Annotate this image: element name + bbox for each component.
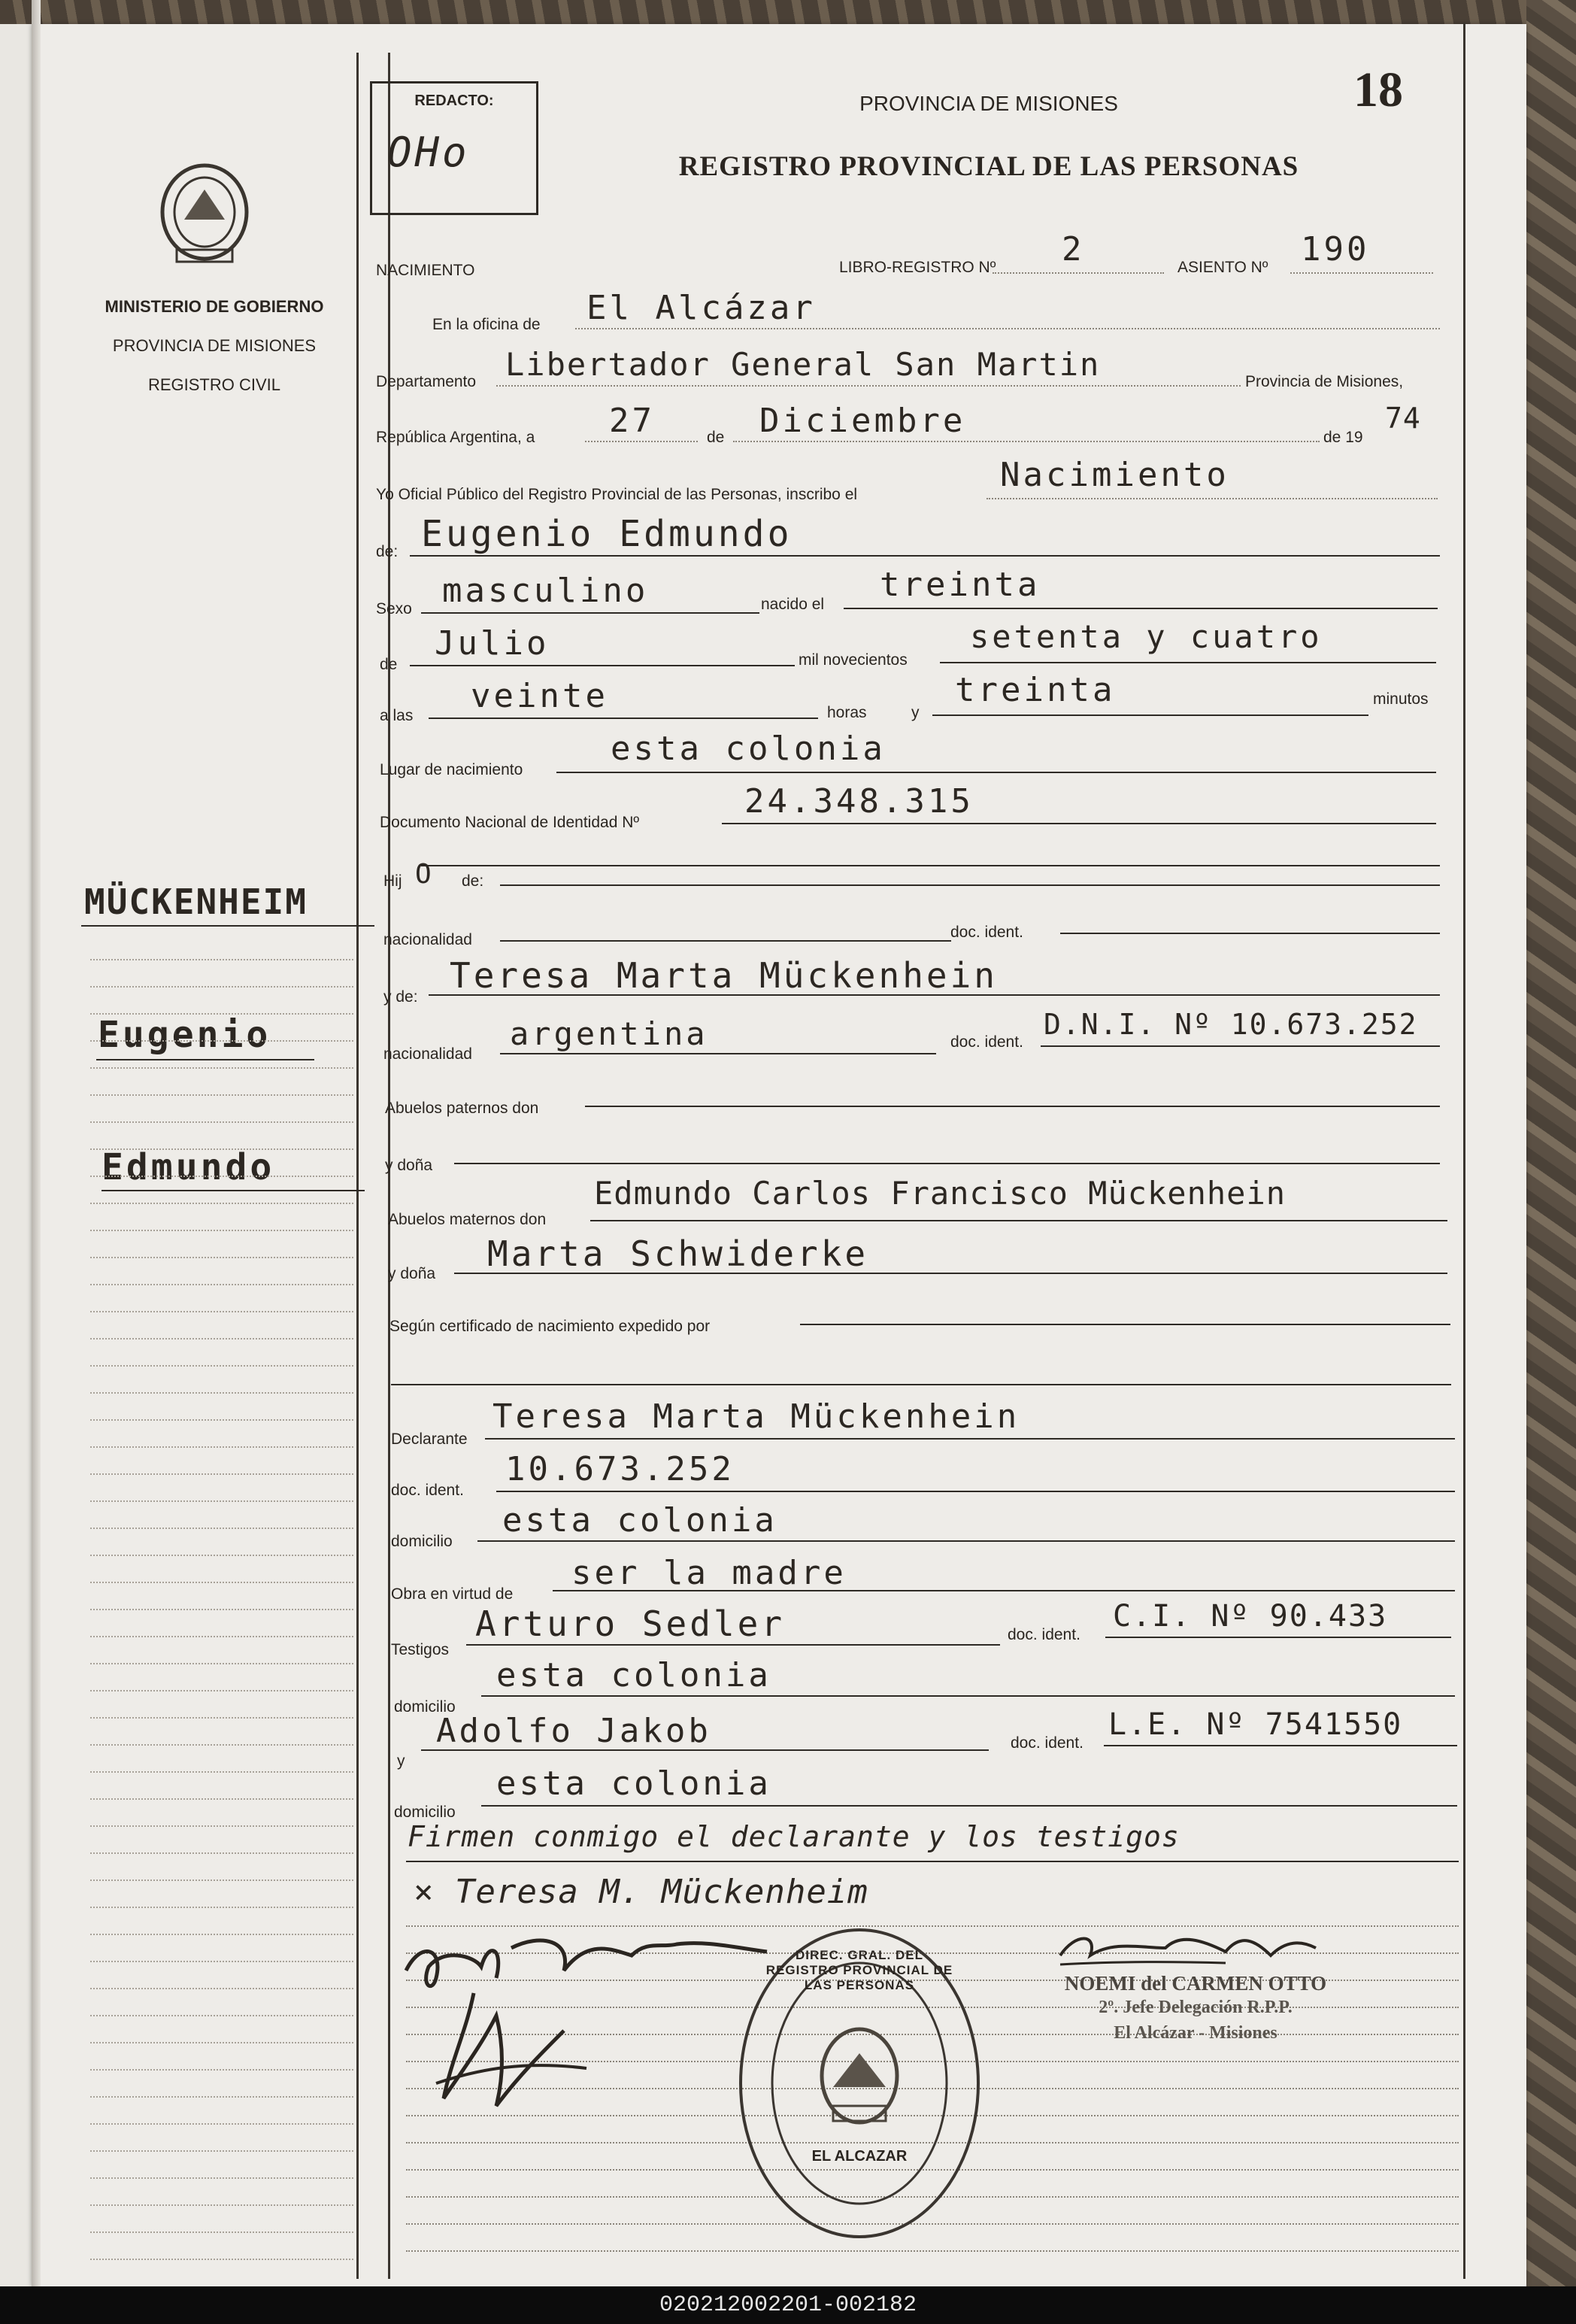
abuelos-mat-line (590, 1220, 1447, 1221)
mil-line (940, 662, 1436, 663)
y2-label: y (397, 1752, 405, 1770)
redacto-value: OHo (387, 129, 470, 176)
left-rule-line (90, 2177, 353, 2179)
docident4-label: doc. ident. (1008, 1626, 1080, 1643)
yde-label: y de: (383, 988, 418, 1006)
left-rule-line (90, 1825, 353, 1827)
right-rule (1463, 23, 1465, 2279)
sexo-label: Sexo (376, 600, 412, 617)
departamento-line (496, 385, 1241, 387)
testigo1-line (466, 1644, 1000, 1646)
declarante-doc-line (496, 1491, 1455, 1492)
oficial-label: Yo Oficial Público del Registro Provincial de las Personas, inscribo el (376, 486, 858, 503)
redacto-box (370, 81, 538, 215)
docident5-label: doc. ident. (1011, 1734, 1084, 1752)
asiento-value: 190 (1301, 230, 1370, 269)
left-rule-line (90, 1284, 353, 1285)
oficial-line (987, 498, 1438, 499)
declarante-doc-value: 10.673.252 (505, 1450, 735, 1488)
domicilio2-label: domicilio (394, 1698, 456, 1716)
left-rule-line (90, 1257, 353, 1258)
docident-label: doc. ident. (950, 924, 1023, 941)
libro-value: 2 (1062, 230, 1085, 269)
ydona2-label: y doña (388, 1265, 436, 1282)
seal-text: DIREC. GRAL. DEL REGISTRO PROVINCIAL DE LAS PERSONAS (765, 1948, 953, 1992)
abuelos-pat-line (585, 1106, 1440, 1107)
birth-month-value: Julio (435, 624, 550, 663)
departamento-label: Departamento (376, 373, 477, 390)
mil-value: setenta y cuatro (970, 618, 1323, 655)
father-nat-line (500, 940, 951, 942)
testigos-label: Testigos (391, 1641, 450, 1658)
lugar-label: Lugar de nacimiento (380, 761, 523, 778)
segun-label: Según certificado de nacimiento expedido por (389, 1318, 711, 1335)
testigo1-dom-line (481, 1695, 1455, 1697)
image-identifier: 020212002201-002182 (0, 2286, 1576, 2324)
oficina-line (575, 328, 1440, 329)
nacido-line (844, 608, 1438, 609)
lugar-line (556, 772, 1436, 773)
mother-signature: × Teresa M. Mückenheim (414, 1873, 868, 1911)
domicilio3-label: domicilio (394, 1804, 456, 1821)
page-number: 18 (1353, 62, 1403, 117)
day-line (585, 441, 698, 442)
year-value: 74 (1385, 402, 1421, 435)
name-value: Eugenio Edmundo (421, 513, 793, 555)
name-line (410, 555, 1440, 557)
y-label: y (911, 704, 920, 721)
oficina-value: El Alcázar (586, 289, 816, 327)
left-rule-line (90, 1446, 353, 1448)
testigo2-doc-value: L.E. Nº 7541550 (1108, 1707, 1403, 1742)
seal-place: EL ALCAZAR (811, 2148, 908, 2165)
left-rule-line (90, 2096, 353, 2098)
left-rule-line (90, 1013, 353, 1015)
binding-top (0, 0, 1576, 24)
alas-label: a las (380, 707, 414, 724)
minutes-line (932, 714, 1368, 716)
mil-label: mil novecientos (799, 651, 908, 669)
left-rule-line (90, 1311, 353, 1312)
declarante-line (485, 1438, 1455, 1440)
left-rule-line (90, 1852, 353, 1854)
asiento-line (1290, 272, 1433, 274)
lugar-value: esta colonia (611, 730, 886, 768)
minutos-label: minutos (1373, 690, 1429, 708)
closing-line (406, 1861, 1459, 1862)
domicilio-label: domicilio (391, 1533, 453, 1550)
mother-doc-value: D.N.I. Nº 10.673.252 (1044, 1008, 1418, 1041)
dni-line (722, 823, 1436, 824)
registry-seal (735, 1925, 983, 2241)
horas-label: horas (827, 704, 867, 721)
left-rule-line (90, 1392, 353, 1394)
left-surname: MÜCKENHEIM (84, 881, 308, 922)
oficial-value: Nacimiento (1000, 456, 1229, 494)
declarante-label: Declarante (391, 1431, 468, 1448)
left-rule-line (90, 2231, 353, 2233)
left-rule-line (90, 1473, 353, 1475)
mother-value: Teresa Marta Mückenhein (450, 955, 998, 996)
left-rule-line (90, 2015, 353, 2016)
left-rule-line (90, 1555, 353, 1556)
testigo1-doc-line (1105, 1637, 1451, 1638)
ydona-label: y doña (385, 1157, 433, 1174)
left-rule-line (90, 1203, 353, 1204)
libro-line (993, 272, 1164, 274)
left-rule-line (90, 1934, 353, 1935)
officer-role: 2º. Jefe Delegación R.P.P. (1099, 1998, 1293, 2017)
left-second-underline (102, 1190, 365, 1191)
dni-label: Documento Nacional de Identidad Nº (380, 814, 640, 831)
left-rule-line (90, 959, 353, 960)
hijo-label: Hij (383, 872, 402, 890)
testigo1-dom-value: esta colonia (496, 1656, 771, 1694)
testigo1-value: Arturo Sedler (475, 1603, 786, 1644)
left-rule-line (90, 1744, 353, 1746)
de-label: de (707, 429, 725, 446)
left-rule-line (90, 1988, 353, 1989)
left-rule-line (90, 2150, 353, 2152)
left-rule-line (90, 986, 353, 988)
month-line (733, 441, 1320, 442)
dni-value: 24.348.315 (744, 782, 974, 821)
year-label: de 19 (1323, 429, 1363, 446)
left-rule-line (90, 1040, 353, 1042)
abuelos-mat-label: Abuelos maternos don (388, 1211, 547, 1228)
binding-right (1526, 0, 1576, 2286)
right-rule-line (406, 2250, 1459, 2252)
left-rule-line (90, 1148, 353, 1150)
left-rule-line (90, 1663, 353, 1664)
declarante-value: Teresa Marta Mückenhein (492, 1397, 1020, 1436)
republica-label: República Argentina, a (376, 429, 535, 446)
left-rule-line (90, 1419, 353, 1421)
asiento-label: ASIENTO Nº (1177, 259, 1268, 276)
left-rule-line (90, 1176, 353, 1177)
left-surname-underline (81, 925, 374, 927)
departamento-value: Libertador General San Martin (505, 346, 1101, 383)
testigo1-doc-value: C.I. Nº 90.433 (1113, 1599, 1388, 1634)
testigo2-value: Adolfo Jakob (436, 1712, 711, 1750)
left-province-label: PROVINCIA DE MISIONES (112, 336, 317, 355)
officer-name: NOEMI del CARMEN OTTO (1064, 1972, 1327, 1995)
nacionalidad-label: nacionalidad (383, 931, 472, 948)
left-rule-line (90, 2259, 353, 2260)
testigo2-dom-line (481, 1805, 1457, 1807)
left-rule-line (90, 1717, 353, 1719)
left-rule-line (90, 1961, 353, 1962)
declarante-dom-value: esta colonia (502, 1501, 777, 1540)
abuelo-mat-value: Edmundo Carlos Francisco Mückenhein (594, 1175, 1287, 1212)
record-type-label: NACIMIENTO (376, 262, 475, 279)
left-rule-line (90, 1582, 353, 1583)
testigo2-doc-line (1104, 1745, 1457, 1746)
obra-value: ser la madre (571, 1554, 847, 1592)
father-line (500, 884, 1440, 886)
coat-of-arms-icon (154, 159, 255, 272)
declarante-dom-line (477, 1540, 1455, 1542)
month-value: Diciembre (759, 402, 966, 440)
left-rule-line (90, 1500, 353, 1502)
abuela-mat-value: Marta Schwiderke (487, 1233, 869, 1274)
left-rule-line (90, 1690, 353, 1691)
left-first-name: Eugenio (98, 1014, 271, 1056)
closing-value: Firmen conmigo el declarante y los testigos (408, 1820, 1180, 1853)
left-rule-line (90, 1636, 353, 1637)
redacto-label: REDACTO: (414, 93, 494, 109)
docident2-label: doc. ident. (950, 1033, 1023, 1051)
obra-label: Obra en virtud de (391, 1585, 514, 1603)
left-rule-line (90, 1067, 353, 1069)
officer-place: El Alcázar - Misiones (1114, 2023, 1277, 2043)
left-rule-line (90, 1528, 353, 1529)
libro-label: LIBRO-REGISTRO Nº (839, 259, 996, 276)
docident3-label: doc. ident. (391, 1482, 464, 1499)
mother-nat-line (500, 1053, 936, 1054)
left-rule-line (90, 2042, 353, 2043)
nacido-label: nacido el (761, 596, 825, 613)
father-doc-line (1060, 933, 1440, 934)
left-rule-line (90, 1771, 353, 1773)
hour-line (429, 718, 818, 719)
left-rule-line (90, 1121, 353, 1123)
left-rule-line (90, 1338, 353, 1339)
abuelos-pat-label: Abuelos paternos don (385, 1100, 539, 1117)
left-second-name: Edmundo (102, 1146, 275, 1188)
left-rule-line (90, 1907, 353, 1908)
margin-rule (356, 53, 359, 2279)
sexo-line (421, 612, 759, 614)
de3-label: de (380, 656, 398, 673)
birth-month-line (410, 665, 795, 666)
page-spine (32, 0, 41, 2286)
left-rule-line (90, 1798, 353, 1800)
testigo2-dom-value: esta colonia (496, 1764, 771, 1803)
left-rule-line (90, 1230, 353, 1231)
father-line2 (421, 865, 1440, 866)
left-rule-line (90, 2204, 353, 2206)
segun-line2 (391, 1384, 1451, 1385)
left-rule-line (90, 1365, 353, 1367)
left-rule-line (90, 1094, 353, 1096)
left-first-underline (96, 1059, 314, 1060)
sexo-value: masculino (442, 572, 649, 610)
left-rule-line (90, 2069, 353, 2071)
header-registry: REGISTRO PROVINCIAL DE LAS PERSONAS (678, 151, 1299, 182)
mother-nat-value: argentina (510, 1015, 708, 1052)
oficina-label: En la oficina de (432, 316, 541, 333)
de4-label: de: (462, 872, 484, 890)
left-rule-line (90, 1880, 353, 1881)
day-value: 27 (609, 402, 655, 440)
minutes-value: treinta (955, 671, 1116, 709)
header-province: PROVINCIA DE MISIONES (859, 92, 1118, 115)
hour-value: veinte (471, 677, 608, 715)
de2-label: de: (376, 543, 399, 560)
officer-signature (1053, 1925, 1323, 1978)
ministry-label: MINISTERIO DE GOBIERNO (105, 297, 324, 316)
ydona-line (454, 1163, 1440, 1164)
left-registry-label: REGISTRO CIVIL (147, 375, 281, 394)
left-rule-line (90, 1609, 353, 1610)
hijo-suffix: O (415, 859, 435, 890)
segun-line (800, 1324, 1450, 1325)
nacido-value: treinta (880, 566, 1041, 604)
provincia-label: Provincia de Misiones, (1245, 373, 1404, 390)
nacionalidad2-label: nacionalidad (383, 1045, 472, 1063)
left-rule-line (90, 2123, 353, 2125)
mother-doc-line (1041, 1045, 1440, 1047)
